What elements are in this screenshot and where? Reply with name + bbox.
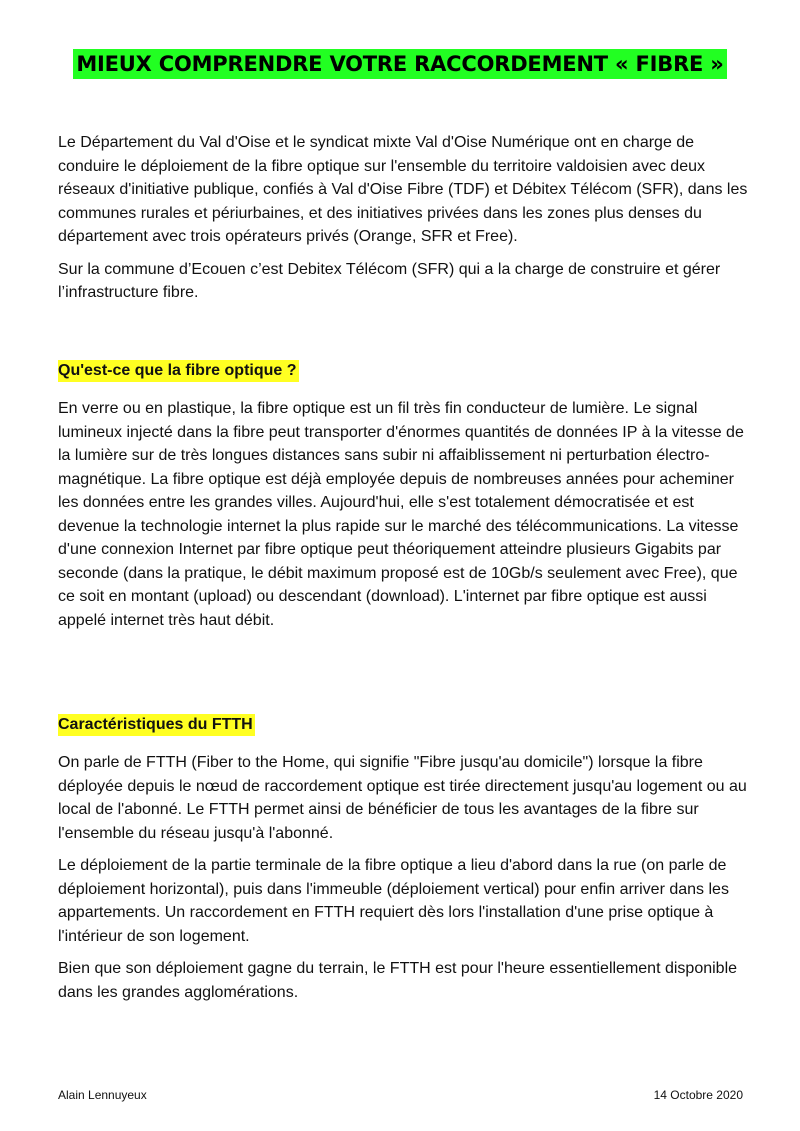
intro-section: [58, 131, 758, 305]
intro-paragraph-2: Sur la commune d’Ecouen c’est Debitex Télécom (SFR) qui a la charge de construire et gérer l’infrastructure fibre.: [58, 260, 721, 301]
footer-author: Alain Lennuyeux: [58, 1088, 147, 1102]
section-heading-ftth: Caractéristiques du FTTH: [58, 714, 255, 736]
title-container: [0, 49, 800, 79]
page-title: MIEUX COMPRENDRE VOTRE RACCORDEMENT « FIBRE »: [73, 49, 726, 79]
section-2-heading-container: [58, 714, 255, 736]
section-2-paragraph-1: On parle de FTTH (Fiber to the Home, qui signifie "Fibre jusqu'au domicile") lorsque la fibre déployée depuis le nœud de raccordement optique est tirée directement jusqu'au logement ou au local de l'abonné. Le FTTH permet ainsi de bénéficier de tous les avantages de la fibre sur l'ensemble du réseau jusqu'à l'abonné.: [58, 754, 747, 842]
section-1-heading-container: [58, 360, 299, 382]
section-2-body: [58, 751, 758, 1004]
section-2-paragraph-2: Le déploiement de la partie terminale de la fibre optique a lieu d'abord dans la rue (on parle de déploiement horizontal), puis dans l'immeuble (déploiement vertical) pour enfin arriver dans les appartements. Un raccordement en FTTH requiert dès lors l'installation d'une prise optique à l'intérieur de son logement.: [58, 857, 729, 945]
section-heading-fibre-optique: Qu'est-ce que la fibre optique ?: [58, 360, 299, 382]
footer-date: 14 Octobre 2020: [653, 1088, 743, 1102]
section-1-body: [58, 397, 758, 632]
intro-paragraph-1: Le Département du Val d'Oise et le syndicat mixte Val d'Oise Numérique ont en charge de conduire le déploiement de la fibre optique sur l'ensemble du territoire valdoisien avec deux réseaux d'initiative publique, confiés à Val d'Oise Fibre (TDF) et Débitex Télécom (SFR), dans les communes rurales et périurbaines, et des initiatives privées dans les zones plus denses du département avec trois opérateurs privés (Orange, SFR et Free).: [58, 134, 748, 245]
section-1-paragraph-1: En verre ou en plastique, la fibre optique est un fil très fin conducteur de lumière. Le signal lumineux injecté dans la fibre peut transporter d'énormes quantités de données IP à la vitesse de la lumière sur de très longues distances sans subir ni affaiblissement ni perturbation électro-magnétique. La fibre optique est déjà employée depuis de nombreuses années pour acheminer les données entre les grandes villes. Aujourd'hui, elle s'est totalement démocratisée et est devenue la technologie internet la plus rapide sur le marché des télécommunications. La vitesse d'une connexion Internet par fibre optique peut théoriquement atteindre plusieurs Gigabits par seconde (dans la pratique, le débit maximum proposé est de 10Gb/s seulement avec Free), que ce soit en montant (upload) ou descendant (download). L'internet par fibre optique est aussi appelé internet très haut débit.: [58, 400, 744, 629]
section-2-paragraph-3: Bien que son déploiement gagne du terrain, le FTTH est pour l'heure essentiellement disponible dans les grandes agglomérations.: [58, 960, 738, 1001]
